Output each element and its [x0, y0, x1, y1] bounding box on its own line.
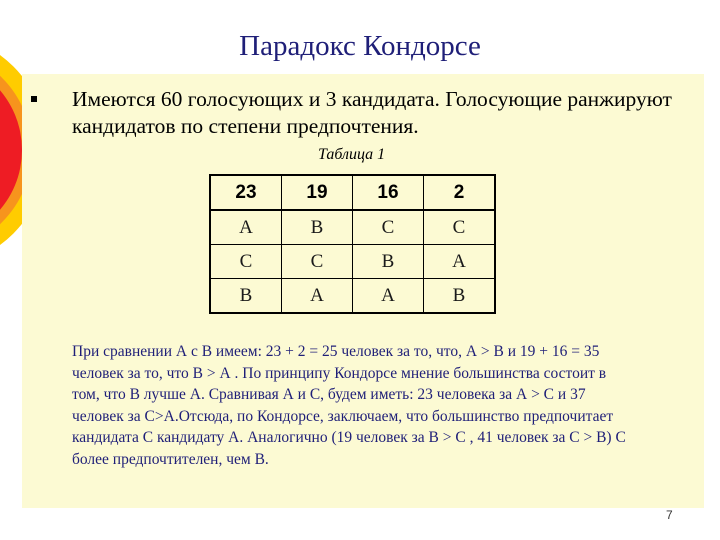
- table-caption: Таблица 1: [318, 146, 386, 163]
- bullet-marker: [31, 96, 37, 102]
- voter-count-cell: 23: [210, 175, 282, 210]
- slide-title: Парадокс Кондорсе: [239, 30, 481, 62]
- table-cell: С: [424, 210, 496, 245]
- table-row: [210, 245, 495, 279]
- table-cell: А: [210, 210, 282, 245]
- table-row: [210, 210, 495, 245]
- table-cell: С: [282, 245, 353, 279]
- table-cell: В: [210, 279, 282, 314]
- intro-text: Имеются 60 голосующих и 3 кандидата. Голосующие ранжируют кандидатов по степени предпочтения.: [72, 87, 672, 138]
- table-cell: С: [353, 210, 424, 245]
- voter-count-cell: 16: [353, 175, 424, 210]
- table-cell: В: [353, 245, 424, 279]
- table-header-row: [210, 175, 495, 210]
- voter-count-cell: 2: [424, 175, 496, 210]
- voter-count-cell: 19: [282, 175, 353, 210]
- table-cell: А: [282, 279, 353, 314]
- table-row: [210, 279, 495, 314]
- table-cell: А: [424, 245, 496, 279]
- preference-table: [209, 174, 496, 314]
- table-cell: В: [424, 279, 496, 314]
- page-number: 7: [666, 508, 673, 522]
- analysis-text: При сравнении А с В имеем: 23 + 2 = 25 человек за то, что, А > В и 19 + 16 = 35 человек за то, что В > А . По принципу Кондорсе мнение большинства состоит в том, что В лучше А. Сравнивая А и С, будем иметь: 23 человека за А > С и 37 человек за С>А.Отсюда, по Кондорсе, заключаем, что большинство предпочитает кандидата С кандидату А. Аналогично (19 человек за В > С , 41 человек за С > В) С более предпочтителен, чем В.: [72, 343, 626, 468]
- table-cell: А: [353, 279, 424, 314]
- table-cell: В: [282, 210, 353, 245]
- table-cell: С: [210, 245, 282, 279]
